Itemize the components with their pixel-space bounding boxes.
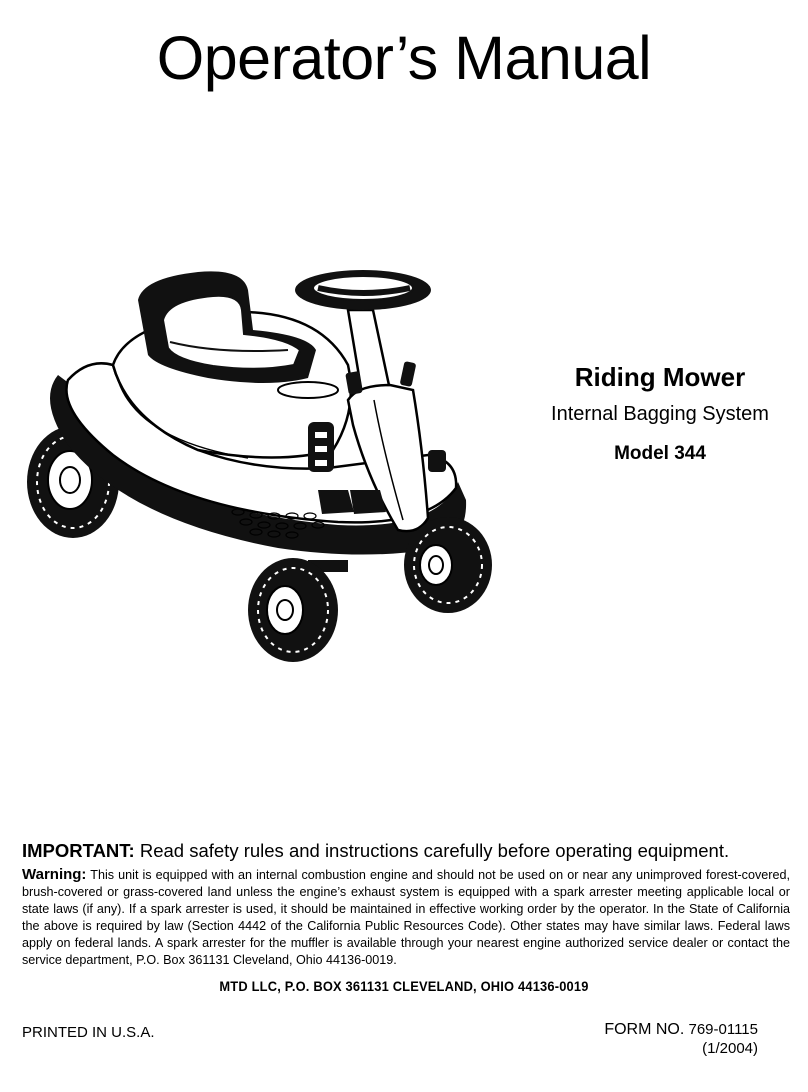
form-info — [604, 1020, 758, 1058]
form-label: FORM NO. — [604, 1021, 685, 1038]
form-date: (1/2004) — [702, 1040, 758, 1057]
company-address: MTD LLC, P.O. BOX 361131 CLEVELAND, OHIO 44136-0019 — [219, 978, 589, 994]
product-info — [520, 362, 800, 466]
warning-label: Warning: — [22, 866, 87, 883]
model-number: Model 344 — [614, 443, 706, 464]
form-number: 769-01115 — [688, 1021, 758, 1038]
important-text: Read safety rules and instructions carefully before operating equipment. — [134, 840, 730, 861]
front-left-wheel — [248, 558, 348, 662]
steering-wheel — [295, 270, 431, 310]
important-notice — [22, 839, 792, 863]
front-right-wheel — [404, 517, 492, 613]
riding-mower-illustration — [18, 250, 548, 680]
important-label: IMPORTANT: — [22, 840, 135, 861]
page-title: Operator’s Manual — [156, 24, 652, 92]
warning-text: This unit is equipped with an internal combustion engine and should not be used on or near any unimproved forest-covered, brush-covered or grass-covered land unless the engine’s exhaust system is equipped with a spark arrester meeting applicable local or state laws (if any). If a spark arrester is used, it should be maintained in effective working order by the operator. In the State of California the above is required by law (Section 4442 of the California Public Resources Code). Other states may have similar laws. Federal laws apply on federal lands. A spark arrester for the muffler is available through your nearest engine authorized service dealer or contact the service department, P.O. Box 361131 Cleveland, Ohio 44136-0019. — [22, 868, 790, 967]
printed-in: PRINTED IN U.S.A. — [22, 1024, 155, 1041]
warning-notice — [22, 866, 790, 969]
product-name: Riding Mower — [574, 362, 746, 392]
product-subtitle: Internal Bagging System — [551, 403, 769, 425]
